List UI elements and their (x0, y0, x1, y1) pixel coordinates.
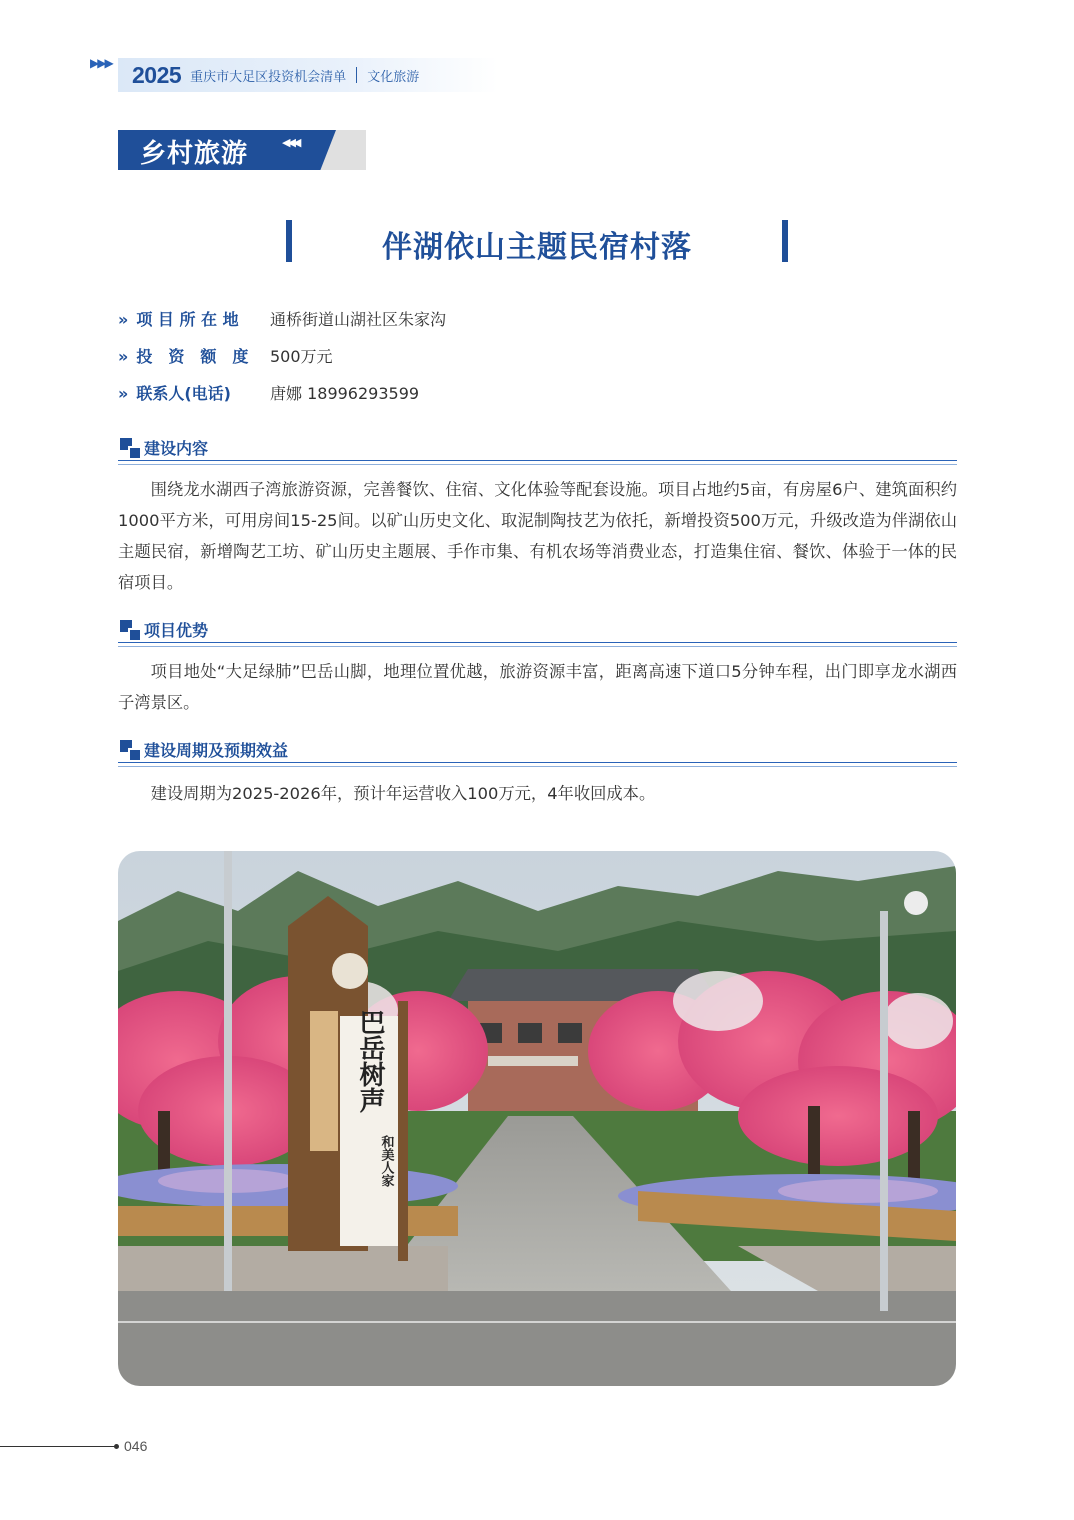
square-bullet-icon (120, 620, 138, 638)
info-value-contact: 唐娜 18996293599 (270, 384, 420, 403)
header-year: 2025 (132, 61, 182, 88)
info-key-investment: 投 资 额 度 (136, 347, 249, 366)
info-key-location: 项 目 所 在 地 (136, 310, 239, 329)
info-row-investment (118, 337, 446, 374)
sign-text-main: 巴岳树声 (355, 1009, 385, 1113)
section-heading-construction: 建设内容 (118, 436, 957, 462)
section-tab-label: 乡村旅游 (140, 139, 249, 169)
info-key-contact: 联系人(电话) (136, 384, 231, 403)
header-divider (356, 67, 357, 83)
village-entrance-photo (118, 851, 956, 1386)
title-bar-right (782, 220, 788, 262)
section-heading-advantages: 项目优势 (118, 618, 957, 644)
header-title: 重庆市大足区投资机会清单 (190, 69, 347, 85)
section-text-period: 建设周期为2025-2026年，预计年运营收入100万元，4年收回成本。 (150, 784, 656, 803)
chevron-right-icon: » (118, 384, 129, 403)
info-row-location (118, 300, 446, 337)
chevron-right-icon: » (118, 310, 129, 329)
chevron-right-icon: » (118, 347, 129, 366)
section-tab (118, 130, 366, 170)
header-arrows-icon: ▶▶▶ (90, 56, 112, 70)
page-number: 046 (124, 1438, 148, 1454)
section-text-construction: 围绕龙水湖西子湾旅游资源，完善餐饮、住宿、文化体验等配套设施。项目占地约5亩，有房屋6户、建筑面积约1000平方米，可用房间15-25间。以矿山历史文化、取泥制陶技艺为依托，新增投资500万元，升级改造为伴湖依山主题民宿，新增陶艺工坊、矿山历史主题展、手作市集、有机农场等消费业态，打造集住宿、餐饮、体验于一体的民宿项目。 (118, 480, 957, 592)
section-heading-period: 建设周期及预期效益 (118, 738, 957, 764)
header-bar (118, 58, 498, 92)
project-title-block (286, 220, 788, 265)
sign-text-sub: 和美人家 (378, 1135, 394, 1187)
info-value-location: 通桥街道山湖社区朱家沟 (270, 310, 447, 329)
info-row-contact (118, 374, 446, 411)
info-value-investment: 500万元 (270, 347, 333, 366)
square-bullet-icon (120, 740, 138, 758)
footer-rule (0, 1446, 116, 1447)
back-arrows-icon: ◀◀◀ (282, 136, 299, 149)
header-category: 文化旅游 (367, 69, 420, 85)
square-bullet-icon (120, 438, 138, 456)
project-title: 伴湖依山主题民宿村落 (382, 230, 692, 265)
project-info (118, 300, 446, 411)
footer-dot (114, 1444, 119, 1449)
section-text-advantages: 项目地处“大足绿肺”巴岳山脚，地理位置优越，旅游资源丰富，距离高速下道口5分钟车程，出门即享龙水湖西子湾景区。 (118, 662, 957, 712)
